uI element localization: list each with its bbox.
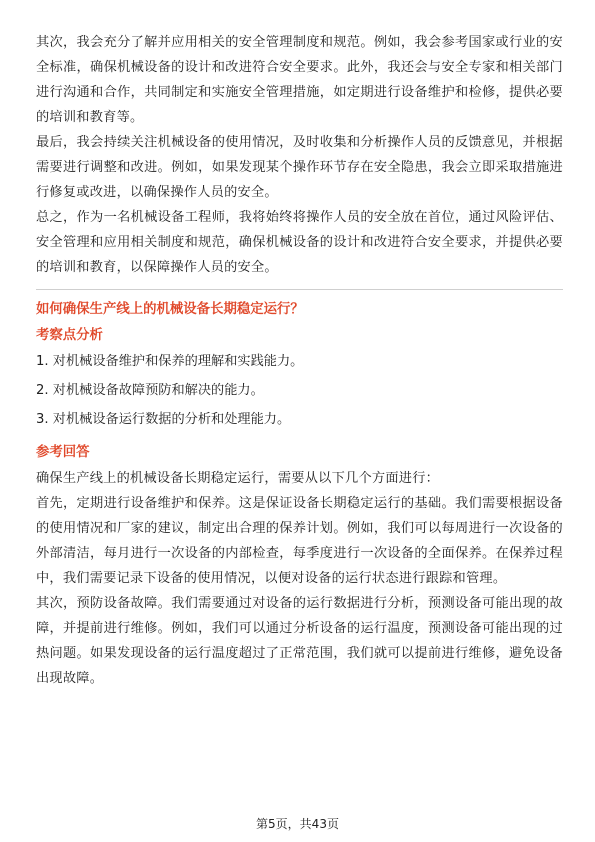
analysis-item: 3. 对机械设备运行数据的分析和处理能力。 bbox=[36, 412, 291, 427]
question-heading: 如何确保生产线上的机械设备长期稳定运行？ bbox=[36, 302, 304, 317]
analysis-item: 1. 对机械设备维护和保养的理解和实践能力。 bbox=[36, 354, 304, 369]
page-number-footer: 第5页，共43页 bbox=[256, 817, 339, 831]
intro-paragraph: 其次，我会充分了解并应用相关的安全管理制度和规范。例如，我会参考国家或行业的安全标准，确保机械设备的设计和改进符合安全要求。此外，我还会与安全专家和相关部门进行沟通和合作，共同制定和实施安全管理措施，如定期进行设备维护和检修，提供必要的培训和教育等。 bbox=[36, 35, 563, 125]
section-divider bbox=[36, 289, 563, 290]
intro-paragraph: 总之，作为一名机械设备工程师，我将始终将操作人员的安全放在首位，通过风险评估、安全管理和应用相关制度和规范，确保机械设备的设计和改进符合安全要求，并提供必要的培训和教育，以保障操作人员的安全。 bbox=[36, 210, 563, 275]
analysis-item: 2. 对机械设备故障预防和解决的能力。 bbox=[36, 383, 264, 398]
answer-paragraph: 确保生产线上的机械设备长期稳定运行，需要从以下几个方面进行： bbox=[36, 471, 440, 486]
answer-paragraph: 其次，预防设备故障。我们需要通过对设备的运行数据进行分析，预测设备可能出现的故障，并提前进行维修。例如，我们可以通过分析设备的运行温度，预测设备可能出现的过热问题。如果发现设备的运行温度超过了正常范围，我们就可以提前进行维修，避免设备出现故障。 bbox=[36, 596, 563, 686]
page-content bbox=[36, 30, 563, 691]
answer-label: 参考回答 bbox=[36, 445, 90, 460]
intro-paragraph: 最后，我会持续关注机械设备的使用情况，及时收集和分析操作人员的反馈意见，并根据需要进行调整和改进。例如，如果发现某个操作环节存在安全隐患，我会立即采取措施进行修复或改进，以确保操作人员的安全。 bbox=[36, 135, 563, 200]
analysis-label: 考察点分析 bbox=[36, 328, 103, 343]
answer-paragraph: 首先，定期进行设备维护和保养。这是保证设备长期稳定运行的基础。我们需要根据设备的使用情况和厂家的建议，制定出合理的保养计划。例如，我们可以每周进行一次设备的外部清洁，每月进行一次设备的内部检查，每季度进行一次设备的全面保养。在保养过程中，我们需要记录下设备的使用情况，以便对设备的运行状态进行跟踪和管理。 bbox=[36, 496, 563, 586]
